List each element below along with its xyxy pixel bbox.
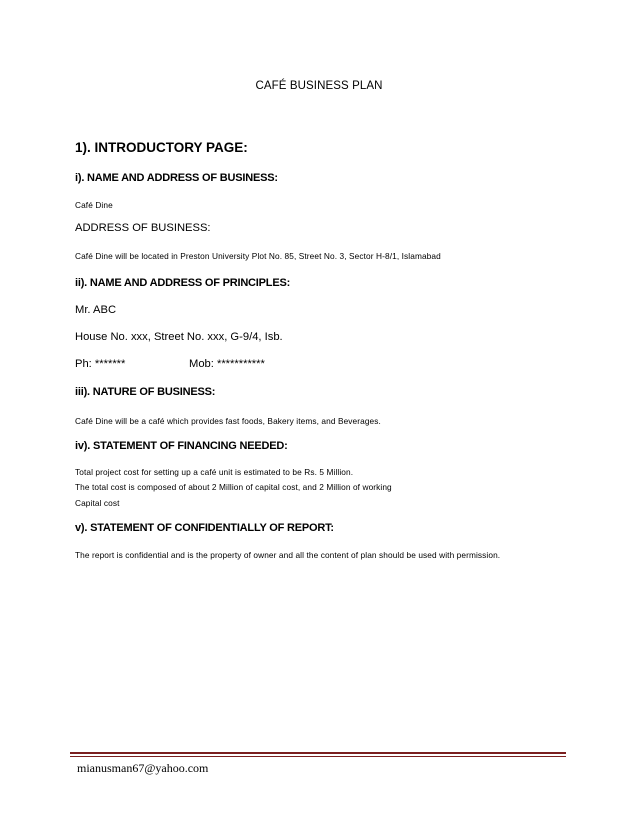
principal-name: Mr. ABC [75,304,117,316]
heading-principles: ii). NAME AND ADDRESS OF PRINCIPLES: [75,277,291,289]
confidentiality-text: The report is confidential and is the property of owner and all the content of plan should be used with permission. [75,550,501,560]
section-heading-introductory: 1). INTRODUCTORY PAGE: [75,140,248,155]
document-title: CAFÉ BUSINESS PLAN [255,80,383,92]
financing-line-2: The total cost is composed of about 2 Million of capital cost, and 2 Million of working [75,482,392,492]
heading-name-address-business: i). NAME AND ADDRESS OF BUSINESS: [75,172,278,184]
business-name: Café Dine [75,200,113,210]
footer-rule [70,752,566,758]
principal-mobile: Mob: *********** [189,358,265,370]
heading-nature-of-business: iii). NATURE OF BUSINESS: [75,386,216,398]
footer-email: mianusman67@yahoo.com [77,761,209,775]
heading-financing-needed: iv). STATEMENT OF FINANCING NEEDED: [75,440,288,452]
financing-line-3: Capital cost [75,498,120,508]
principal-phone: Ph: ******* [75,358,126,370]
principal-address: House No. xxx, Street No. xxx, G-9/4, Isb. [75,331,283,343]
nature-text: Café Dine will be a café which provides fast foods, Bakery items, and Beverages. [75,416,381,426]
business-address: Café Dine will be located in Preston University Plot No. 85, Street No. 3, Sector H-8/1, Islamabad [75,251,441,261]
address-label: ADDRESS OF BUSINESS: [75,222,211,234]
heading-confidentiality: v). STATEMENT OF CONFIDENTIALLY OF REPORT: [75,522,334,534]
financing-line-1: Total project cost for setting up a café unit is estimated to be Rs. 5 Million. [75,467,354,477]
